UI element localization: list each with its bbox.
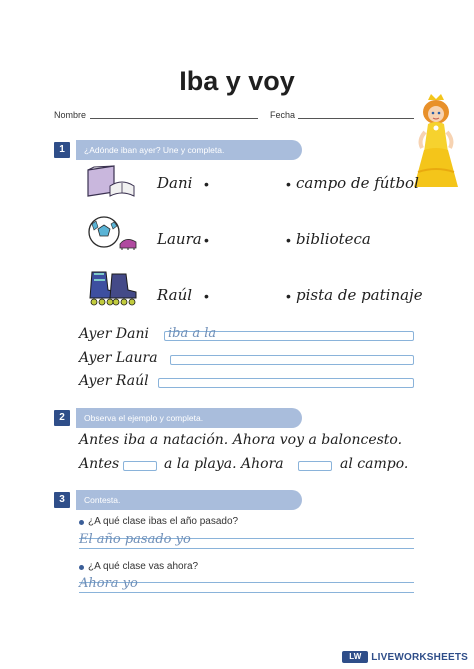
page-title: Iba y voy <box>179 66 295 96</box>
place-biblioteca: biblioteca <box>296 230 371 248</box>
sentence-prefix-1: Ayer Dani <box>79 326 149 342</box>
match-dot-right-2[interactable]: • <box>286 232 291 248</box>
section-3-number: 3 <box>54 492 70 508</box>
footer-brand[interactable] <box>342 651 468 663</box>
example-sentence: Antes iba a natación. Ahora voy a baloncesto. <box>79 432 403 448</box>
sentence-trace-1: iba a la <box>168 326 217 341</box>
line2-answer-2[interactable] <box>298 461 332 471</box>
person-dani: Dani <box>157 174 193 192</box>
section-3-instruction: Contesta. <box>76 490 302 510</box>
line2-end: al campo. <box>340 456 409 472</box>
question-2-bullet <box>79 565 84 570</box>
line2-antes: Antes <box>79 456 120 472</box>
section-2-number: 2 <box>54 410 70 426</box>
match-dot-right-1[interactable]: • <box>286 176 291 192</box>
section-1-instruction: ¿Adónde iban ayer? Une y completa. <box>76 140 302 160</box>
liveworksheets-logo-icon: LW <box>342 651 368 663</box>
footer-text: LIVEWORKSHEETS <box>371 651 468 663</box>
answer-2-field[interactable] <box>79 576 414 593</box>
books-icon <box>84 164 136 200</box>
place-pista-de-patinaje: pista de patinaje <box>296 286 423 304</box>
section-1-number: 1 <box>54 142 70 158</box>
match-dot-left-3[interactable]: • <box>204 288 209 304</box>
question-2: ¿A qué clase vas ahora? <box>88 561 199 572</box>
sentence-prefix-2: Ayer Laura <box>79 350 158 366</box>
line2-middle: a la playa. Ahora <box>164 456 284 472</box>
name-label: Nombre <box>54 110 87 120</box>
question-1: ¿A qué clase ibas el año pasado? <box>88 516 239 527</box>
answer-2-trace: Ahora yo <box>79 576 138 591</box>
roller-skates-icon <box>86 268 140 308</box>
match-dot-right-3[interactable]: • <box>286 288 291 304</box>
person-laura: Laura <box>157 230 202 248</box>
sentence-prefix-3: Ayer Raúl <box>79 373 149 389</box>
match-dot-left-1[interactable]: • <box>204 176 209 192</box>
answer-1-field[interactable] <box>79 532 414 549</box>
place-campo-de-futbol: campo de fútbol <box>296 174 419 192</box>
sentence-answer-3[interactable] <box>158 378 414 388</box>
line2-answer-1[interactable] <box>123 461 157 471</box>
sentence-answer-1[interactable] <box>164 326 414 341</box>
soccer-ball-icon <box>86 212 138 252</box>
date-field[interactable] <box>298 118 414 119</box>
name-field[interactable] <box>90 118 258 119</box>
question-1-bullet <box>79 520 84 525</box>
section-2-instruction: Observa el ejemplo y completa. <box>76 408 302 428</box>
sentence-answer-2[interactable] <box>170 355 414 365</box>
match-dot-left-2[interactable]: • <box>204 232 209 248</box>
answer-1-trace: El año pasado yo <box>79 532 191 547</box>
date-label: Fecha <box>270 110 296 120</box>
person-raul: Raúl <box>157 286 193 304</box>
